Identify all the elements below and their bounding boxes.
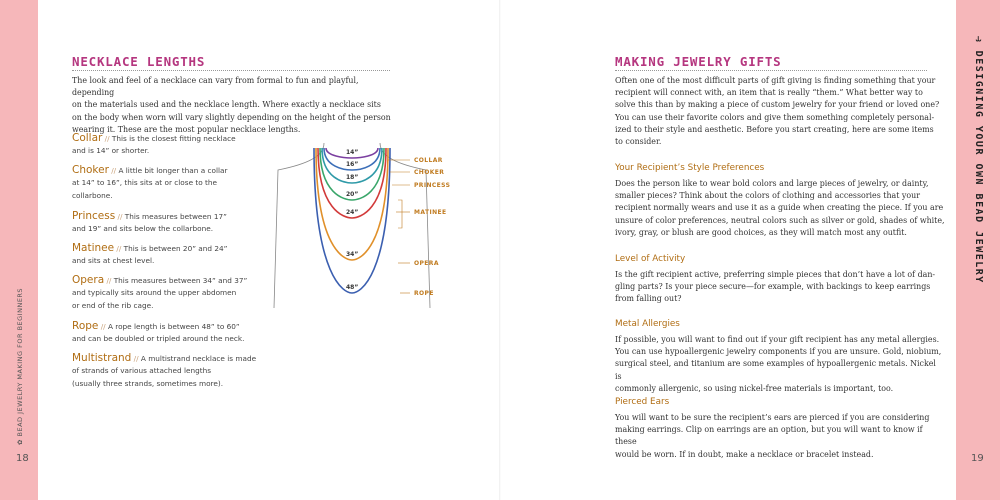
right-title-rule <box>615 70 927 71</box>
chapter-title-vertical <box>966 36 990 284</box>
length-entry-opera <box>72 274 262 312</box>
entry-text: This measures between 34” and 37” <box>113 276 248 285</box>
entry-text: This measures between 17” <box>124 212 227 221</box>
intro-line: on the body when worn will vary slightly depending on the height of the person <box>72 112 391 122</box>
body-line: Is the gift recipient active, preferring simple pieces that don’t have a lot of dan- <box>615 270 936 279</box>
strand-length-label: 24” <box>346 209 359 216</box>
left-page-number: 18 <box>16 453 29 464</box>
intro-line: wearing it. These are the most popular necklace lengths. <box>72 124 301 134</box>
intro-line: to consider. <box>615 137 662 147</box>
entry-line <box>72 274 262 287</box>
body-line: Does the person like to wear bold colors and large pieces of jewelry, or dainty, <box>615 179 929 188</box>
entry-text: A little bit longer than a collar <box>118 166 228 175</box>
entry-line <box>72 132 262 145</box>
entry-text: A rope length is between 48” to 60” <box>107 322 240 331</box>
strand-name-label: OPERA <box>414 260 439 267</box>
left-intro <box>72 75 402 136</box>
entry-line: and typically sits around the upper abdomen <box>72 288 237 298</box>
length-entry-multistrand <box>72 352 262 390</box>
entry-separator: // <box>108 166 119 175</box>
entry-separator: // <box>98 322 108 331</box>
body-line: surgical steel, and titanium are some examples of hypoallergenic metals. Nickel is <box>615 359 936 381</box>
strand-length-label: 34” <box>346 251 359 258</box>
gear-icon: ✿ <box>16 439 24 445</box>
running-head-text: ✿ BEAD JEWELRY MAKING FOR BEGINNERS <box>16 287 24 445</box>
strand-length-label: 16” <box>346 161 359 168</box>
length-entry-rope <box>72 320 262 346</box>
entry-term: Rope <box>72 320 99 332</box>
entry-text: This is the closest fitting necklace <box>111 134 236 143</box>
length-entry-princess <box>72 210 262 236</box>
left-running-head <box>6 287 32 445</box>
section-body <box>615 269 945 306</box>
entry-line: and 19” and sits below the collarbone. <box>72 224 214 234</box>
strand-name-label: PRINCESS <box>414 182 451 189</box>
book-gutter <box>499 0 501 500</box>
section-heading: Level of Activity <box>615 254 686 264</box>
entry-separator: // <box>104 276 114 285</box>
entry-line: or end of the rib cage. <box>72 300 154 310</box>
entry-line: and is 14” or shorter. <box>72 146 150 156</box>
strand-length-label: 14” <box>346 149 359 156</box>
length-entry-collar <box>72 132 262 158</box>
entry-term: Collar <box>72 132 103 144</box>
body-line: from falling out? <box>615 294 682 304</box>
intro-line: ized to their style and aesthetic. Before you start creating, here are some items <box>615 124 934 134</box>
section-body <box>615 412 945 461</box>
entry-separator: // <box>114 244 124 253</box>
strand-name-label: ROPE <box>414 290 434 297</box>
entry-separator: // <box>102 134 112 143</box>
entry-line <box>72 210 262 223</box>
body-line: ivory, gray, or blush are good choices, as they will match most any outfit. <box>615 227 907 237</box>
entry-term: Multistrand <box>72 352 132 364</box>
strand-name-label: COLLAR <box>414 157 443 164</box>
necklace-diagram-svg <box>272 138 472 308</box>
body-line: recipient normally wears and use it as a guide when creating the piece. If you are <box>615 203 944 213</box>
chapter-title: DESIGNING YOUR OWN BEAD JEWELRY <box>973 50 984 284</box>
necklace-lengths-title: NECKLACE LENGTHS <box>72 54 206 69</box>
entry-line: collarbone. <box>72 190 113 200</box>
strand-length-label: 18” <box>346 174 359 181</box>
entry-line: and can be doubled or tripled around the neck. <box>72 334 245 344</box>
body-line: smaller pieces? Think about the colors of clothing and accessories that your <box>615 191 920 201</box>
body-line: You will want to be sure the recipient’s ears are pierced if you are considering <box>615 413 930 422</box>
necklace-length-diagram <box>272 138 472 308</box>
strand-length-label: 48” <box>346 284 359 291</box>
entry-term: Opera <box>72 274 105 286</box>
entry-term: Matinee <box>72 242 115 254</box>
section-body <box>615 178 945 239</box>
body-line: gling parts? Is your piece secure—for example, with backings to keep earrings <box>615 282 931 292</box>
right-intro <box>615 75 945 148</box>
right-page-number: 19 <box>971 453 984 464</box>
entry-text: A multistrand necklace is made <box>140 354 257 363</box>
intro-line: The look and feel of a necklace can vary from formal to fun and playful, depending <box>72 76 359 98</box>
body-line: making earrings. Clip on earrings are an option, but you will want to know if these <box>615 425 923 447</box>
intro-line: solve this than by making a piece of custom jewelry for your friend or loved one? <box>615 100 940 110</box>
strand-group <box>314 148 390 293</box>
intro-line: Often one of the most difficult parts of gift giving is finding something that your <box>615 76 936 85</box>
entry-line: and sits at chest level. <box>72 256 155 266</box>
entry-line <box>72 164 262 177</box>
making-gifts-title: MAKING JEWELRY GIFTS <box>615 54 782 69</box>
hook-icon: ⥽ <box>973 36 984 44</box>
left-title-rule <box>72 70 390 71</box>
body-line: You can use hypoallergenic jewelry components if you are unsure. Gold, niobium, <box>615 347 942 357</box>
entry-line <box>72 320 262 333</box>
entry-term: Choker <box>72 164 109 176</box>
strand-name-label: MATINEE <box>414 209 447 216</box>
section-heading: Metal Allergies <box>615 319 680 329</box>
section-body <box>615 334 945 395</box>
strand-name-label: CHOKER <box>414 169 445 176</box>
entry-line <box>72 242 262 255</box>
entry-line: of strands of various attached lengths <box>72 366 212 376</box>
intro-line: on the materials used and the necklace length. Where exactly a necklace sits <box>72 100 381 110</box>
entry-text: This is between 20” and 24” <box>123 244 228 253</box>
intro-line: You can use their favorite colors and give them something completely personal- <box>615 112 935 122</box>
entry-line: at 14” to 16”, this sits at or close to the <box>72 178 218 188</box>
body-line: would be worn. If in doubt, make a necklace or bracelet instead. <box>615 449 874 459</box>
label-group <box>388 157 450 297</box>
entry-line <box>72 352 262 365</box>
entry-line: (usually three strands, sometimes more). <box>72 378 224 388</box>
matinee-bracket <box>398 200 402 228</box>
length-entry-choker <box>72 164 262 202</box>
body-line: If possible, you will want to find out if your gift recipient has any metal allergies. <box>615 335 940 344</box>
body-line: unsure of color preferences, neutral colors such as silver or gold, shades of white, <box>615 215 945 225</box>
length-entry-matinee <box>72 242 262 268</box>
strand-length-label: 20” <box>346 191 359 198</box>
entry-term: Princess <box>72 210 116 222</box>
body-line: commonly allergenic, so using nickel-free materials is important, too. <box>615 383 894 393</box>
intro-line: recipient will connect with, an item that is really “them.” What better way to <box>615 88 923 98</box>
entry-separator: // <box>115 212 125 221</box>
section-heading: Pierced Ears <box>615 397 670 407</box>
section-heading: Your Recipient’s Style Preferences <box>615 163 765 173</box>
entry-separator: // <box>131 354 141 363</box>
